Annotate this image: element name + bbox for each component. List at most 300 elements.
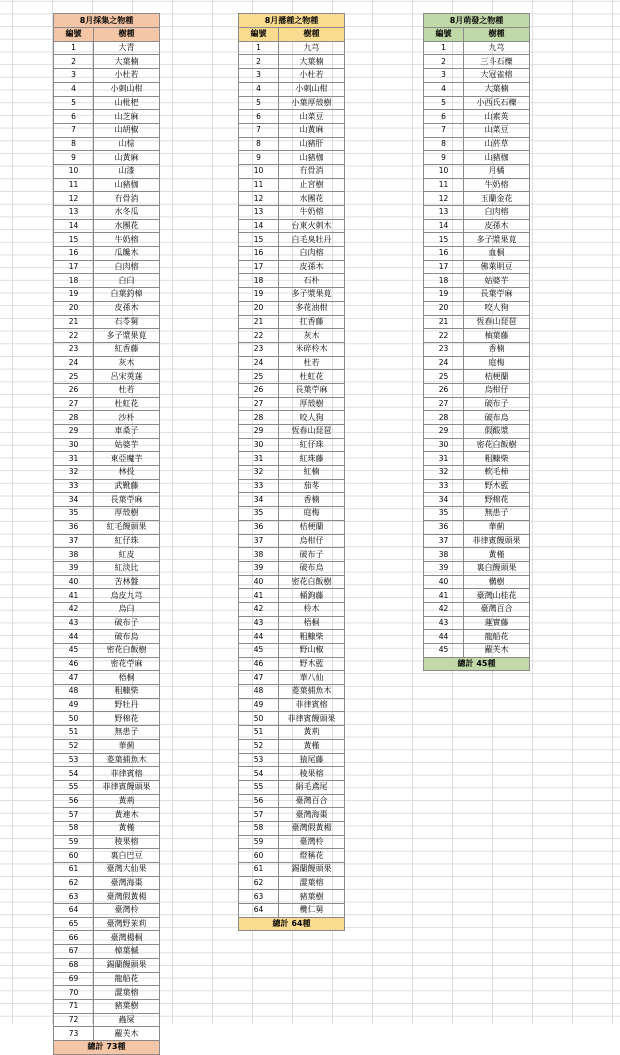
row-number: 42 — [239, 602, 279, 616]
row-number: 35 — [239, 507, 279, 521]
row-number: 63 — [239, 890, 279, 904]
row-number: 62 — [239, 876, 279, 890]
table-row — [54, 972, 160, 986]
species-cell: 恆春山琵琶 — [464, 315, 530, 329]
table-row — [54, 917, 160, 931]
table-row — [424, 561, 530, 575]
row-number: 48 — [239, 685, 279, 699]
row-number: 13 — [54, 206, 94, 220]
species-cell: 野山椒 — [279, 644, 345, 658]
species-cell: 瓜饞木 — [94, 247, 160, 261]
species-cell: 菱葉捕魚木 — [94, 753, 160, 767]
species-cell: 白肉榕 — [279, 247, 345, 261]
table-row — [54, 137, 160, 151]
species-cell: 柚葉藤 — [464, 329, 530, 343]
row-number: 2 — [54, 55, 94, 69]
table-row — [54, 1013, 160, 1027]
table-row — [239, 685, 345, 699]
species-cell: 月橘 — [464, 164, 530, 178]
species-cell: 蘿芙木 — [464, 644, 530, 658]
species-cell: 裏白饅頭果 — [464, 561, 530, 575]
row-number: 5 — [54, 96, 94, 110]
row-number: 57 — [239, 808, 279, 822]
species-cell: 臺灣柃 — [94, 904, 160, 918]
table-row — [239, 233, 345, 247]
row-number: 16 — [424, 247, 464, 261]
species-cell: 破布烏 — [94, 630, 160, 644]
table-row — [54, 561, 160, 575]
table-row — [239, 110, 345, 124]
table-row — [54, 493, 160, 507]
table-row — [424, 164, 530, 178]
row-number: 33 — [54, 479, 94, 493]
table-row — [239, 466, 345, 480]
species-cell: 皮孫木 — [94, 301, 160, 315]
species-cell: 冇骨消 — [94, 192, 160, 206]
table-row — [54, 630, 160, 644]
species-cell: 破布子 — [279, 548, 345, 562]
table-row — [424, 548, 530, 562]
row-number: 56 — [239, 794, 279, 808]
table-row — [54, 342, 160, 356]
row-number: 55 — [239, 780, 279, 794]
row-number: 32 — [424, 466, 464, 480]
row-number: 37 — [239, 534, 279, 548]
species-cell: 裏白巴豆 — [94, 849, 160, 863]
table-title: 8月採集之物種 — [54, 14, 160, 28]
table-row — [54, 780, 160, 794]
species-cell: 菲律賓榕 — [279, 698, 345, 712]
species-cell: 黃槿 — [279, 739, 345, 753]
table-row — [424, 219, 530, 233]
species-cell: 長葉苧麻 — [94, 493, 160, 507]
table-row — [54, 41, 160, 55]
table-row — [54, 904, 160, 918]
table-row — [54, 466, 160, 480]
table-row — [54, 151, 160, 165]
table-row — [54, 863, 160, 877]
species-cell: 小葉厚殼樹 — [279, 96, 345, 110]
row-number: 17 — [424, 260, 464, 274]
species-cell: 豬葉樹 — [279, 890, 345, 904]
table-row — [424, 507, 530, 521]
table-row — [424, 616, 530, 630]
row-number: 5 — [424, 96, 464, 110]
table-row — [239, 534, 345, 548]
row-number: 63 — [54, 890, 94, 904]
column-header-species: 樹種 — [279, 28, 345, 42]
species-cell: 杜若 — [279, 356, 345, 370]
row-number: 41 — [54, 589, 94, 603]
row-number: 15 — [424, 233, 464, 247]
table-row — [239, 69, 345, 83]
species-cell: 水團花 — [279, 192, 345, 206]
species-cell: 扛香藤 — [279, 315, 345, 329]
row-number: 54 — [239, 767, 279, 781]
row-number: 3 — [424, 69, 464, 83]
species-cell: 山枇杷 — [94, 96, 160, 110]
species-cell: 多子漿果莧 — [464, 233, 530, 247]
species-cell: 紅淡比 — [94, 561, 160, 575]
species-cell: 止宮樹 — [279, 178, 345, 192]
table-row — [239, 863, 345, 877]
table-row — [54, 575, 160, 589]
species-cell: 小杜若 — [279, 69, 345, 83]
row-number: 29 — [424, 425, 464, 439]
row-number: 11 — [424, 178, 464, 192]
table-row — [239, 876, 345, 890]
row-number: 30 — [54, 438, 94, 452]
row-number: 39 — [424, 561, 464, 575]
table-row — [54, 452, 160, 466]
table-total: 總計 64種 — [239, 917, 345, 931]
species-cell: 野棉花 — [464, 493, 530, 507]
species-cell: 台東火刺木 — [279, 219, 345, 233]
row-number: 33 — [239, 479, 279, 493]
species-cell: 冇骨消 — [279, 164, 345, 178]
table-row — [54, 753, 160, 767]
species-cell: 大葉楠 — [94, 55, 160, 69]
species-cell: 黃荊 — [279, 726, 345, 740]
row-number: 31 — [54, 452, 94, 466]
column-header-species: 樹種 — [464, 28, 530, 42]
species-cell: 菲律賓饅頭果 — [464, 534, 530, 548]
species-cell: 山芝麻 — [94, 110, 160, 124]
species-cell: 錫蘭饅頭果 — [94, 958, 160, 972]
species-cell: 咬人狗 — [464, 301, 530, 315]
table-row — [54, 548, 160, 562]
table-row — [54, 726, 160, 740]
table-row — [239, 342, 345, 356]
row-number: 30 — [424, 438, 464, 452]
species-cell: 絹毛鳶尾 — [279, 780, 345, 794]
row-number: 42 — [424, 602, 464, 616]
row-number: 40 — [54, 575, 94, 589]
row-number: 23 — [54, 342, 94, 356]
table-row — [424, 123, 530, 137]
row-number: 58 — [54, 821, 94, 835]
species-cell: 牛奶榕 — [94, 233, 160, 247]
table-row — [239, 82, 345, 96]
species-cell: 臺灣山桂花 — [464, 589, 530, 603]
table-row — [239, 767, 345, 781]
table-row — [239, 438, 345, 452]
table-row — [54, 958, 160, 972]
row-number: 27 — [239, 397, 279, 411]
row-number: 43 — [239, 616, 279, 630]
species-cell: 破布子 — [464, 397, 530, 411]
table-row — [239, 383, 345, 397]
row-number: 72 — [54, 1013, 94, 1027]
table-row — [54, 110, 160, 124]
species-cell: 林投 — [94, 466, 160, 480]
species-cell: 黃槿 — [94, 821, 160, 835]
table-row — [424, 247, 530, 261]
species-cell: 小刺山柑 — [279, 82, 345, 96]
species-cell: 多子漿果莧 — [279, 288, 345, 302]
species-cell: 烏柑仔 — [464, 383, 530, 397]
table-row — [54, 397, 160, 411]
species-cell: 密花苧麻 — [94, 657, 160, 671]
row-number: 40 — [424, 575, 464, 589]
table-row — [239, 301, 345, 315]
table-row — [54, 233, 160, 247]
species-cell: 野木藍 — [464, 479, 530, 493]
species-cell: 牛奶榕 — [279, 206, 345, 220]
species-cell: 密花白飯樹 — [464, 438, 530, 452]
row-number: 16 — [54, 247, 94, 261]
table-row — [424, 397, 530, 411]
row-number: 42 — [54, 602, 94, 616]
row-number: 20 — [54, 301, 94, 315]
species-cell: 山黃麻 — [279, 123, 345, 137]
table-row — [239, 452, 345, 466]
table-row — [239, 41, 345, 55]
species-cell: 杜若 — [94, 383, 160, 397]
table-row — [239, 96, 345, 110]
row-number: 46 — [239, 657, 279, 671]
table-title: 8月播種之物種 — [239, 14, 345, 28]
row-number: 62 — [54, 876, 94, 890]
row-number: 69 — [54, 972, 94, 986]
row-number: 47 — [54, 671, 94, 685]
row-number: 70 — [54, 986, 94, 1000]
row-number: 19 — [239, 288, 279, 302]
species-cell: 牛奶榕 — [464, 178, 530, 192]
species-cell: 蓮實藤 — [464, 616, 530, 630]
table-row — [424, 438, 530, 452]
table-row — [424, 178, 530, 192]
species-cell: 龍船花 — [464, 630, 530, 644]
table-row — [424, 479, 530, 493]
row-number: 54 — [54, 767, 94, 781]
table-row — [54, 589, 160, 603]
species-cell: 山豬枷 — [464, 151, 530, 165]
table-row — [239, 288, 345, 302]
species-cell: 厚殼樹 — [94, 507, 160, 521]
table-row — [54, 164, 160, 178]
table-row — [54, 438, 160, 452]
table-row — [239, 315, 345, 329]
species-cell: 白葉釣樟 — [94, 288, 160, 302]
species-cell: 恆春山琵琶 — [279, 425, 345, 439]
species-cell: 軟毛柿 — [464, 466, 530, 480]
table-row — [54, 123, 160, 137]
species-cell: 呂宋莢蒾 — [94, 370, 160, 384]
row-number: 10 — [54, 164, 94, 178]
table-row — [239, 274, 345, 288]
species-cell: 臺灣百合 — [464, 602, 530, 616]
table-row — [54, 999, 160, 1013]
row-number: 1 — [239, 41, 279, 55]
row-number: 25 — [54, 370, 94, 384]
table-row — [424, 520, 530, 534]
row-number: 53 — [239, 753, 279, 767]
table-row — [239, 644, 345, 658]
row-number: 66 — [54, 931, 94, 945]
species-cell: 菱葉捕魚木 — [279, 685, 345, 699]
table-total: 總計 45種 — [424, 657, 530, 671]
table-row — [424, 288, 530, 302]
table-row — [54, 219, 160, 233]
species-cell: 黃槿 — [464, 548, 530, 562]
row-number: 20 — [239, 301, 279, 315]
species-cell: 蟲屎 — [94, 1013, 160, 1027]
column-header-id: 編號 — [424, 28, 464, 42]
species-cell: 石朴 — [279, 274, 345, 288]
table-row — [239, 164, 345, 178]
row-number: 61 — [54, 863, 94, 877]
row-number: 44 — [239, 630, 279, 644]
species-cell: 紅楠 — [279, 466, 345, 480]
row-number: 64 — [54, 904, 94, 918]
table-row — [54, 507, 160, 521]
row-number: 7 — [54, 123, 94, 137]
row-number: 29 — [54, 425, 94, 439]
row-number: 45 — [54, 644, 94, 658]
species-cell: 柃木 — [279, 602, 345, 616]
species-cell: 山棕 — [94, 137, 160, 151]
table-row — [424, 301, 530, 315]
table-row — [239, 479, 345, 493]
row-number: 68 — [54, 958, 94, 972]
species-cell: 石苓舅 — [94, 315, 160, 329]
row-number: 49 — [239, 698, 279, 712]
row-number: 18 — [239, 274, 279, 288]
row-number: 28 — [239, 411, 279, 425]
species-cell: 山漆 — [94, 164, 160, 178]
species-cell: 大青 — [94, 41, 160, 55]
table-row — [54, 69, 160, 83]
row-number: 52 — [239, 739, 279, 753]
row-number: 50 — [54, 712, 94, 726]
table-row — [54, 192, 160, 206]
table-row — [424, 630, 530, 644]
species-cell: 紅皮 — [94, 548, 160, 562]
table-row — [424, 411, 530, 425]
table-row — [54, 698, 160, 712]
species-cell: 密花白飯樹 — [94, 644, 160, 658]
species-cell: 山黃麻 — [94, 151, 160, 165]
table-row — [424, 110, 530, 124]
row-number: 11 — [239, 178, 279, 192]
row-number: 41 — [424, 589, 464, 603]
species-cell: 烏臼 — [94, 602, 160, 616]
table-row — [54, 657, 160, 671]
row-number: 32 — [54, 466, 94, 480]
row-number: 8 — [54, 137, 94, 151]
species-cell: 臺灣楊桐 — [94, 931, 160, 945]
table-row — [54, 383, 160, 397]
row-number: 4 — [54, 82, 94, 96]
table-row — [239, 260, 345, 274]
row-number: 38 — [424, 548, 464, 562]
row-number: 13 — [239, 206, 279, 220]
row-number: 10 — [239, 164, 279, 178]
row-number: 20 — [424, 301, 464, 315]
species-cell: 庭梅 — [464, 356, 530, 370]
species-cell: 粗糠柴 — [279, 630, 345, 644]
table-row — [424, 315, 530, 329]
species-cell: 密花白飯樹 — [279, 575, 345, 589]
row-number: 45 — [239, 644, 279, 658]
table-row — [239, 904, 345, 918]
table-row — [424, 41, 530, 55]
table-row — [54, 315, 160, 329]
row-number: 33 — [424, 479, 464, 493]
table-row — [424, 466, 530, 480]
species-cell: 龍船花 — [94, 972, 160, 986]
table-row — [54, 247, 160, 261]
row-number: 52 — [54, 739, 94, 753]
table-total: 總計 73種 — [54, 1040, 160, 1054]
row-number: 6 — [424, 110, 464, 124]
table-row — [54, 288, 160, 302]
table-row — [239, 630, 345, 644]
species-cell: 破布烏 — [279, 561, 345, 575]
row-number: 34 — [239, 493, 279, 507]
row-number: 65 — [54, 917, 94, 931]
species-cell: 紅香藤 — [94, 342, 160, 356]
species-cell: 長葉苧麻 — [464, 288, 530, 302]
row-number: 71 — [54, 999, 94, 1013]
table-row — [424, 260, 530, 274]
table-row — [54, 835, 160, 849]
row-number: 50 — [239, 712, 279, 726]
row-number: 8 — [424, 137, 464, 151]
species-cell: 臺灣大仙果 — [94, 863, 160, 877]
species-cell: 米碎柃木 — [279, 342, 345, 356]
species-cell: 梧桐 — [94, 671, 160, 685]
row-number: 19 — [54, 288, 94, 302]
species-cell: 小刺山柑 — [94, 82, 160, 96]
species-cell: 澀葉榕 — [94, 986, 160, 1000]
table-row — [424, 96, 530, 110]
row-number: 12 — [239, 192, 279, 206]
species-cell: 灰木 — [279, 329, 345, 343]
table-row — [54, 671, 160, 685]
table-row — [54, 1027, 160, 1041]
row-number: 32 — [239, 466, 279, 480]
species-cell: 皮孫木 — [279, 260, 345, 274]
species-cell: 蘿芙木 — [94, 1027, 160, 1041]
table-row — [424, 151, 530, 165]
species-cell: 白肉榕 — [94, 260, 160, 274]
row-number: 35 — [424, 507, 464, 521]
row-number: 4 — [239, 82, 279, 96]
species-cell: 山豬枷 — [279, 151, 345, 165]
species-cell: 血桐 — [464, 247, 530, 261]
row-number: 22 — [54, 329, 94, 343]
table-row — [239, 206, 345, 220]
table-row — [239, 808, 345, 822]
species-cell: 野棉花 — [94, 712, 160, 726]
table-row — [239, 589, 345, 603]
row-number: 34 — [424, 493, 464, 507]
row-number: 36 — [54, 520, 94, 534]
table-row — [424, 233, 530, 247]
species-cell: 灰木 — [94, 356, 160, 370]
species-cell: 桶鉤藤 — [279, 589, 345, 603]
table-row — [54, 712, 160, 726]
row-number: 21 — [424, 315, 464, 329]
species-cell: 稜果榕 — [94, 835, 160, 849]
species-cell: 紅毛饅頭果 — [94, 520, 160, 534]
species-cell: 香楠 — [464, 342, 530, 356]
row-number: 14 — [54, 219, 94, 233]
row-number: 19 — [424, 288, 464, 302]
table-row — [239, 151, 345, 165]
